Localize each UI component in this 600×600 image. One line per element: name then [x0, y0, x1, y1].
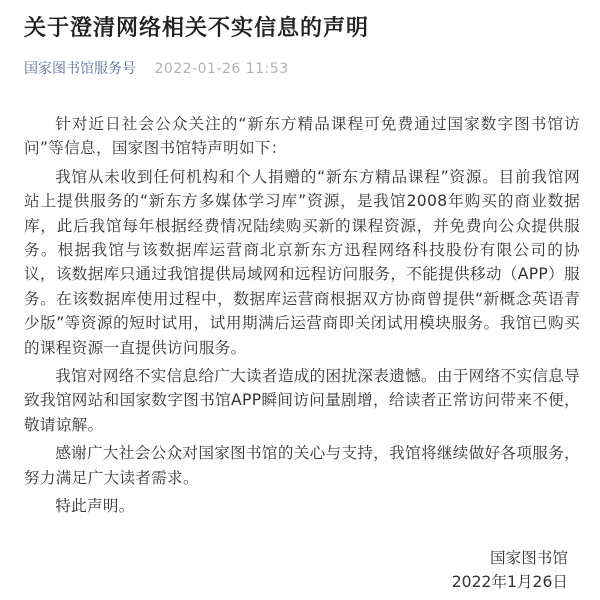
signature-date: 2022年1月26日	[451, 573, 568, 591]
signature-org: 国家图书馆	[490, 549, 568, 567]
article-meta	[24, 58, 289, 80]
paragraph-intro: 针对近日社会公众关注的“新东方精品课程可免费通过国家数字图书馆访问”等信息，国家图书馆特声明如下：	[24, 115, 580, 158]
article-body	[24, 112, 580, 523]
publish-datetime: 2022-01-26 11:53	[154, 61, 289, 77]
paragraph-closing: 特此声明。	[55, 497, 135, 516]
paragraph-resource-clarification: 我馆从未收到任何机构和个人捐赠的“新东方精品课程”资源。目前我馆网站上提供服务的“新东方多媒体学习库”资源，是我馆2008年购买的商业数据库，此后我馆每年根据经费情况陆续购买新的课程资源，并免费向公众提供服务。根据我馆与该数据库运营商北京新东方迅程网络科技股份有限公司的协议，该数据库只通过我馆提供局域网和远程访问服务，不能提供移动（APP）服务。在该数据库使用过程中，数据库运营商根据双方协商曾提供“新概念英语青少版”等资源的短时试用，试用期满后运营商即关闭试用模块服务。我馆已购买的课程资源一直提供访问服务。	[24, 167, 580, 357]
article-title: 关于澄清网络相关不实信息的声明	[24, 16, 370, 41]
paragraph-apology: 我馆对网络不实信息给广大读者造成的困扰深表遗憾。由于网络不实信息导致我馆网站和国家数字图书馆APP瞬间访问量剧增，给读者正常访问带来不便，敬请谅解。	[24, 367, 580, 434]
account-name-link[interactable]: 国家图书馆服务号	[24, 61, 136, 77]
paragraph-thanks: 感谢广大社会公众对国家图书馆的关心与支持，我馆将继续做好各项服务，努力满足广大读者需求。	[24, 444, 580, 487]
signature-block	[452, 546, 568, 594]
